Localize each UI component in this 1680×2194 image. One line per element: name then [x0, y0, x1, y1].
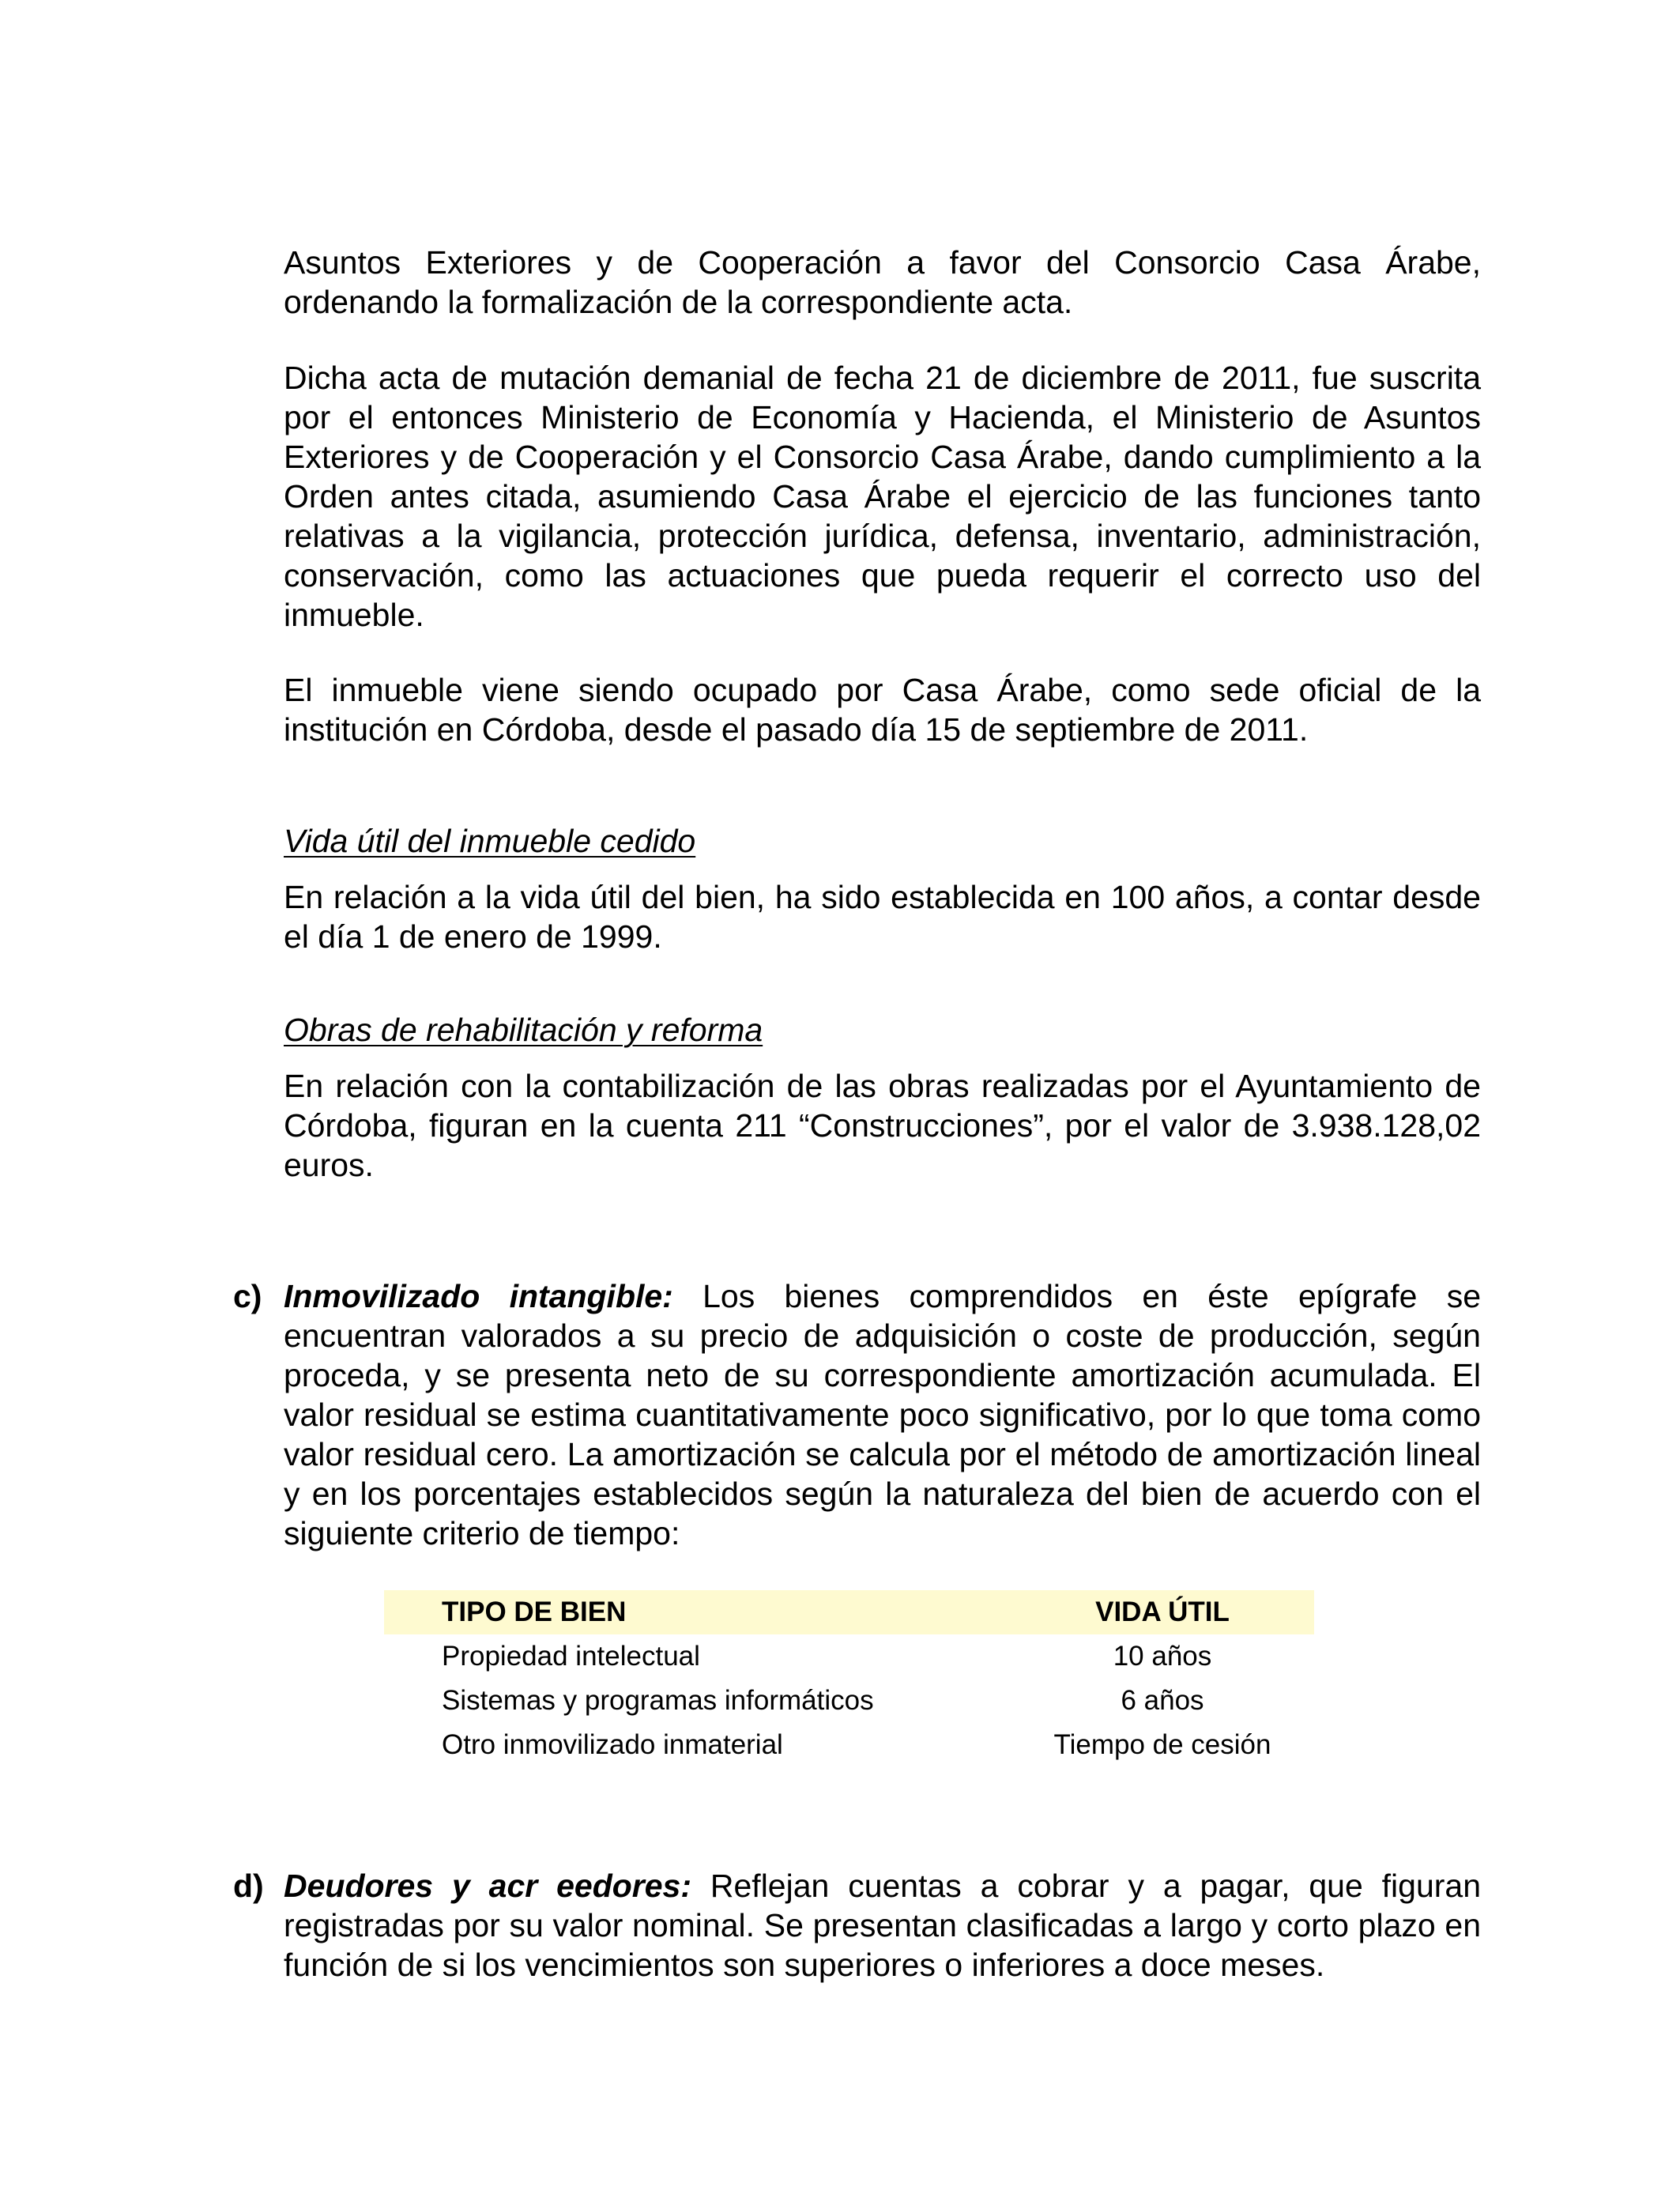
section-d-deudores — [284, 1866, 1481, 1985]
section-c-marker: c) — [233, 1278, 262, 1314]
section-d-marker: d) — [233, 1868, 264, 1904]
heading-vida-util: Vida útil del inmueble cedido — [284, 823, 696, 859]
paragraph-obras: En relación con la contabilización de las obras realizadas por el Ayuntamiento de Córdoba, figuran en la cuenta 211 “Construcciones”, por el valor de 3.938.128,02 euros. — [284, 1068, 1481, 1183]
paragraph-acta-formalizacion: Asuntos Exteriores y de Cooperación a favor del Consorcio Casa Árabe, ordenando la formalización de la correspondiente acta. — [284, 244, 1481, 320]
table-row: Otro inmovilizado inmaterial Tiempo de cesión — [384, 1723, 1314, 1767]
table-row: Sistemas y programas informáticos 6 años — [384, 1679, 1314, 1723]
table-row: Propiedad intelectual 10 años — [384, 1634, 1314, 1679]
table-cell-tipo: Propiedad intelectual — [442, 1641, 700, 1672]
paragraph-acta-mutacion: Dicha acta de mutación demanial de fecha 21 de diciembre de 2011, fue suscrita por el entonces Ministerio de Economía y Hacienda, el Ministerio de Asuntos Exteriores y de Cooperación y el Consorcio Casa Árabe, dando cumplimiento a la Orden antes citada, asumiendo Casa Árabe el ejercicio de las funciones tanto relativas a la vigilancia, protección jurídica, defensa, inventario, administración, conservación, como las actuaciones que pueda requerir el correcto uso del inmueble. — [284, 360, 1481, 633]
section-d-title: Deudores y acr eedores: — [284, 1868, 692, 1904]
table-header-row: TIPO DE BIEN VIDA ÚTIL — [384, 1590, 1314, 1634]
table-header-tipo: TIPO DE BIEN — [442, 1596, 627, 1627]
table-cell-tipo: Otro inmovilizado inmaterial — [442, 1729, 783, 1760]
vida-util-table — [384, 1590, 1314, 1767]
section-d-text: Reflejan cuentas a cobrar y a pagar, que figuran registradas por su valor nominal. Se presentan clasificadas a largo y corto plazo en función de si los vencimientos son superiores o inferiores a doce meses. — [284, 1868, 1482, 1983]
heading-obras: Obras de rehabilitación y reforma — [284, 1012, 763, 1048]
section-c-title: Inmovilizado intangible: — [284, 1278, 673, 1314]
paragraph-sede-oficial: El inmueble viene siendo ocupado por Casa Árabe, como sede oficial de la institución en Córdoba, desde el pasado día 15 de septiembre de 2011. — [284, 672, 1481, 748]
section-c-inmovilizado — [284, 1276, 1481, 1553]
table-cell-tipo: Sistemas y programas informáticos — [442, 1685, 874, 1716]
paragraph-vida-util: En relación a la vida útil del bien, ha sido establecida en 100 años, a contar desde el día 1 de enero de 1999. — [284, 879, 1481, 955]
section-c-text: Los bienes comprendidos en éste epígrafe se encuentran valorados a su precio de adquisición o coste de producción, según proceda, y se presenta neto de su correspondiente amortización acumulada. El valor residual se estima cuantitativamente poco significativo, por lo que toma como valor residual cero. La amortización se calcula por el método de amortización lineal y en los porcentajes establecidos según la naturaleza del bien de acuerdo con el siguiente criterio de tiempo: — [284, 1278, 1481, 1551]
